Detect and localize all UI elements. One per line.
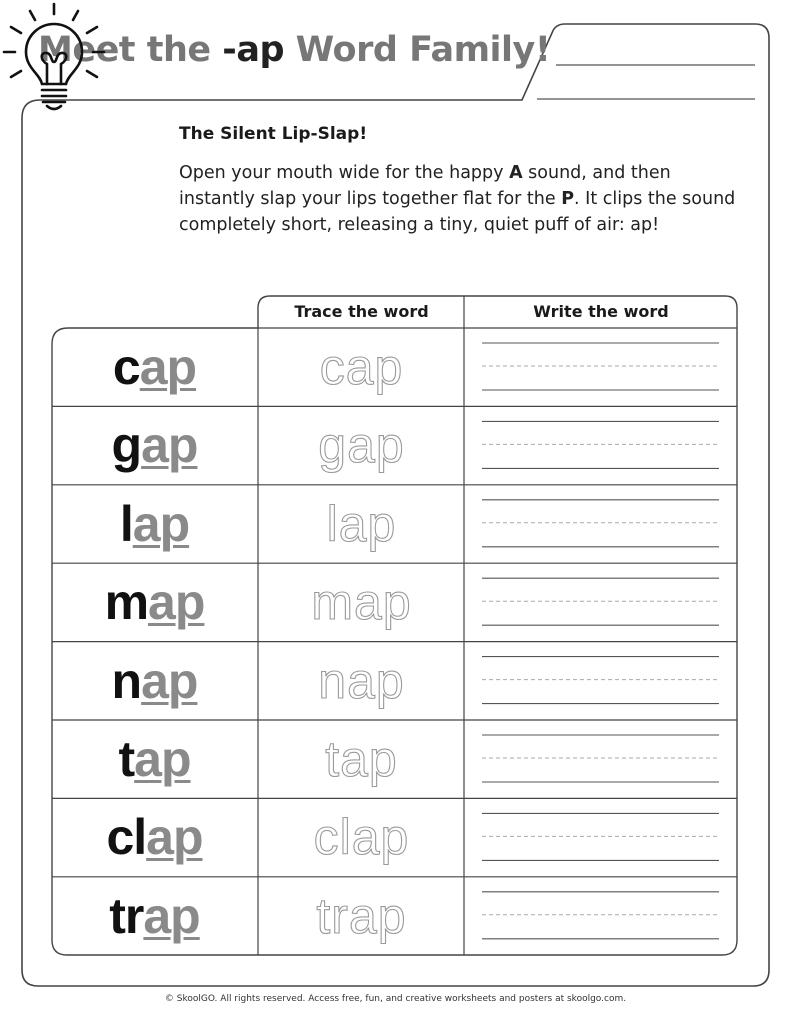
- word-rime: ap: [141, 417, 198, 474]
- example-word: [52, 877, 257, 955]
- word-rime: ap: [148, 574, 205, 631]
- word-onset: g: [111, 417, 142, 474]
- word-onset: c: [112, 339, 140, 395]
- tip-letter-a: A: [509, 163, 523, 183]
- word-rime: ap: [139, 339, 197, 395]
- tip-letter-p: P: [561, 189, 575, 209]
- writing-lines: [482, 343, 719, 939]
- trace-word: lap: [326, 495, 397, 552]
- example-word: [52, 642, 257, 720]
- trace-word: map: [311, 574, 412, 631]
- word-onset: l: [119, 495, 133, 552]
- write-column-header: Write the word: [533, 302, 669, 321]
- trace-word: trap: [316, 887, 407, 944]
- word-rime: ap: [143, 887, 200, 944]
- trace-column-header: Trace the word: [294, 302, 429, 321]
- trace-word: nap: [318, 652, 405, 709]
- trace-word: tap: [325, 731, 398, 787]
- word-onset: t: [118, 731, 135, 787]
- example-word: [52, 798, 257, 876]
- word-rime: ap: [132, 495, 190, 552]
- tip-body: Open your mouth wide for the happy A sound, and then instantly slap your lips together flat for the P. It clips the sound completely short, releasing a tiny, quiet puff of air: ap!: [179, 163, 736, 235]
- example-word: [52, 720, 257, 798]
- example-word: [52, 406, 257, 484]
- example-word: [52, 563, 257, 641]
- lightbulb-icon: [0, 0, 108, 118]
- example-word: [52, 485, 257, 563]
- worksheet-title: Meet the -ap Word Family!: [38, 30, 551, 70]
- trace-word: clap: [313, 809, 410, 866]
- word-onset: tr: [109, 887, 144, 944]
- word-onset: m: [104, 574, 149, 631]
- example-word: [52, 328, 257, 406]
- word-onset: cl: [106, 809, 147, 866]
- word-onset: n: [111, 652, 142, 709]
- trace-word: cap: [319, 339, 404, 395]
- word-rime: ap: [134, 731, 191, 787]
- copyright-footer: © SkoolGO. All rights reserved. Access free, fun, and creative worksheets and posters at skoolgo.com.: [164, 994, 627, 1004]
- tip-heading: The Silent Lip-Slap!: [179, 124, 368, 144]
- word-rime: ap: [141, 652, 198, 709]
- trace-word: gap: [318, 417, 405, 474]
- word-rime: ap: [146, 809, 203, 866]
- title-word-family: -ap: [222, 30, 284, 70]
